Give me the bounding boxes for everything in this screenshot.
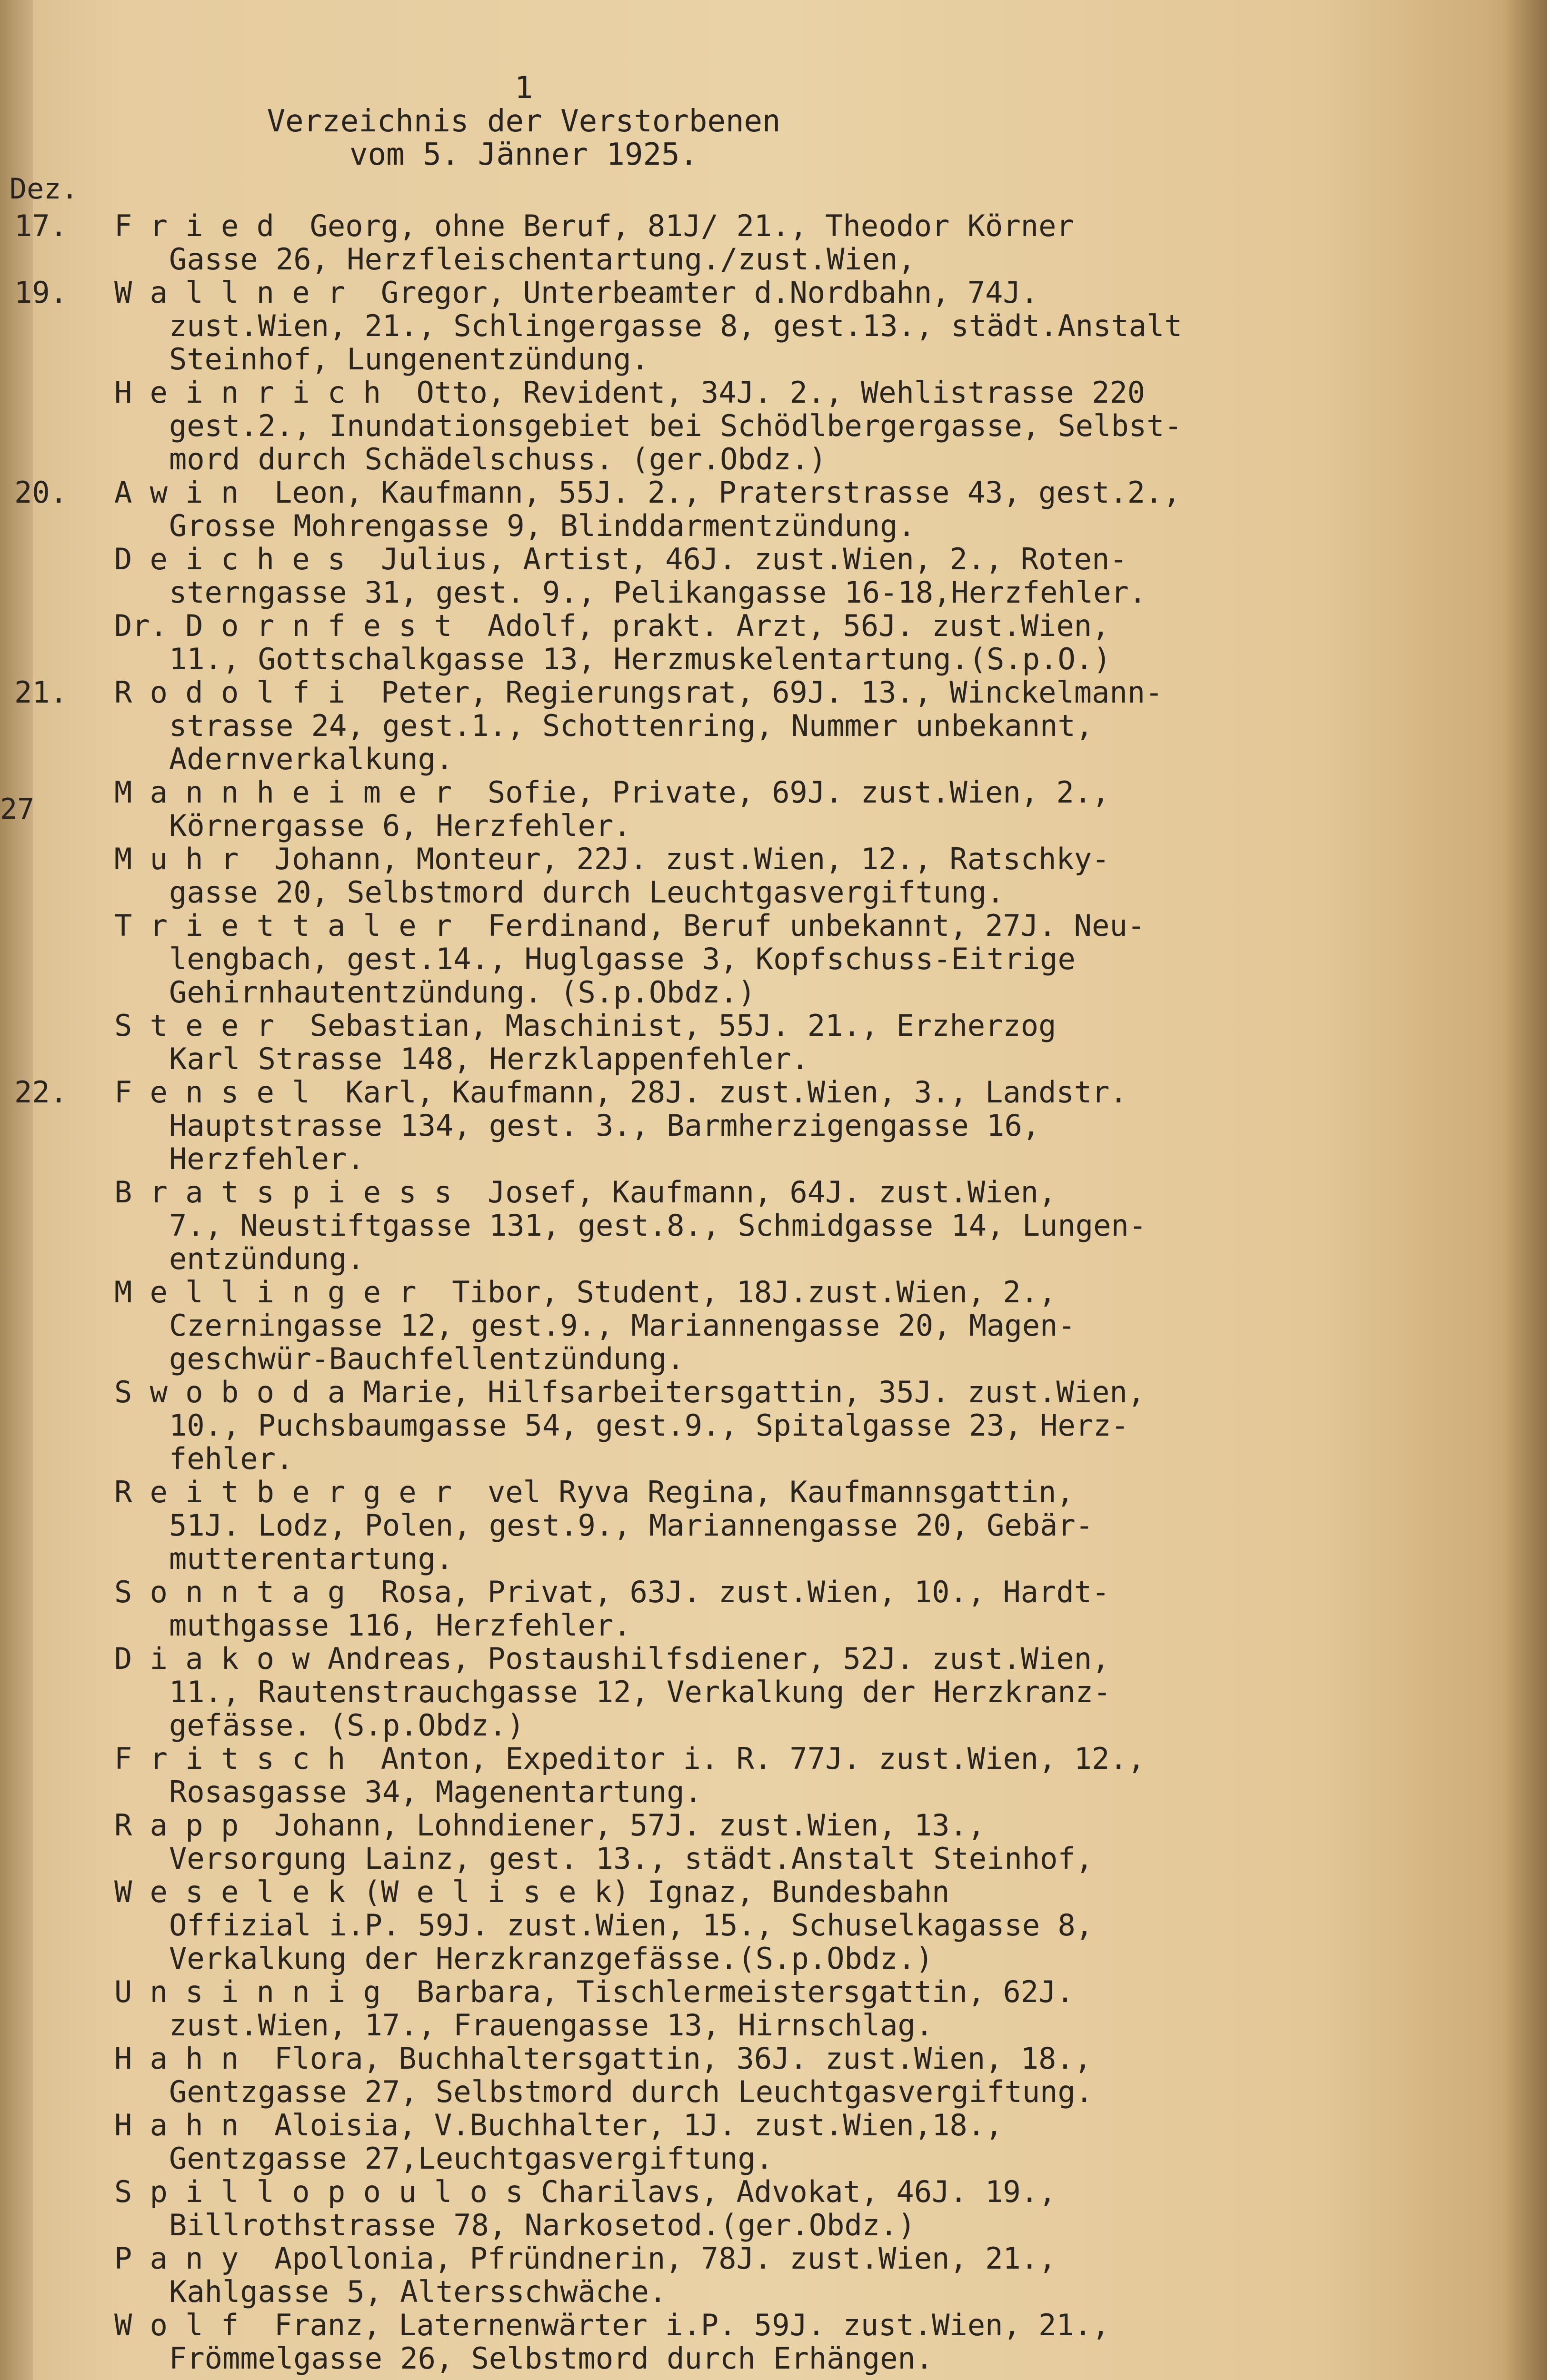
entry-continuation-line: Gentzgasse 27,Leuchtgasvergiftung. bbox=[169, 2141, 774, 2176]
entry-day: 22. bbox=[14, 1075, 68, 1110]
entry-first-line: A w i n Leon, Kaufmann, 55J. 2., Praterstrasse 43, gest.2., bbox=[114, 475, 1181, 510]
entry-continuation-line: Frömmelgasse 26, Selbstmord durch Erhängen. bbox=[169, 2341, 934, 2376]
entry-continuation-line: Gasse 26, Herzfleischentartung./zust.Wien, bbox=[169, 242, 916, 277]
register-entry bbox=[14, 1276, 1424, 1376]
entry-day: 20. bbox=[14, 475, 68, 510]
register-entry bbox=[14, 909, 1424, 1009]
register-entry bbox=[14, 1009, 1424, 1076]
entry-day: 17. bbox=[14, 208, 68, 243]
entry-continuation-line: Gentzgasse 27, Selbstmord durch Leuchtgasvergiftung. bbox=[169, 2074, 1094, 2109]
entry-continuation-line: strasse 24, gest.1., Schottenring, Nummer unbekannt, bbox=[169, 708, 1094, 743]
entry-continuation-line: zust.Wien, 21., Schlingergasse 8, gest.13., städt.Anstalt bbox=[169, 308, 1182, 343]
register-entry bbox=[14, 2175, 1424, 2242]
register-entry bbox=[14, 276, 1424, 376]
entry-first-line: W o l f Franz, Laternenwärter i.P. 59J. zust.Wien, 21., bbox=[114, 2308, 1110, 2342]
entry-continuation-line: Offizial i.P. 59J. zust.Wien, 15., Schuselkagasse 8, bbox=[169, 1908, 1094, 1943]
entry-continuation-line: lengbach, gest.14., Huglgasse 3, Kopfschuss-Eitrige bbox=[169, 942, 1076, 976]
register-entry bbox=[14, 2242, 1424, 2309]
register-entry bbox=[14, 1809, 1424, 1875]
entry-continuation-line: fehler. bbox=[169, 1441, 294, 1476]
entry-continuation-line: Steinhof, Lungenentzündung. bbox=[169, 342, 649, 377]
entry-first-line: M a n n h e i m e r Sofie, Private, 69J. zust.Wien, 2., bbox=[114, 775, 1110, 810]
entry-continuation-line: Körnergasse 6, Herzfehler. bbox=[169, 808, 631, 843]
register-entry bbox=[14, 1476, 1424, 1576]
register-entry bbox=[14, 609, 1424, 676]
register-entry bbox=[14, 1642, 1424, 1742]
register-entry bbox=[14, 376, 1424, 476]
death-register-list bbox=[14, 209, 1424, 2375]
entry-first-line: R o d o l f i Peter, Regierungsrat, 69J. 13., Winckelmann- bbox=[114, 675, 1163, 710]
entry-first-line: F r i e d Georg, ohne Beruf, 81J/ 21., Theodor Körner bbox=[114, 208, 1074, 243]
entry-first-line: S t e e r Sebastian, Maschinist, 55J. 21., Erzherzog bbox=[114, 1008, 1057, 1043]
entry-continuation-line: Hauptstrasse 134, gest. 3., Barmherzigengasse 16, bbox=[169, 1108, 1040, 1143]
entry-first-line: T r i e t t a l e r Ferdinand, Beruf unbekannt, 27J. Neu- bbox=[114, 908, 1145, 943]
register-entry bbox=[14, 2042, 1424, 2109]
entry-continuation-line: mutterentartung. bbox=[169, 1541, 454, 1576]
entry-first-line: H a h n Aloisia, V.Buchhalter, 1J. zust.Wien,18., bbox=[114, 2108, 1003, 2142]
entry-continuation-line: sterngasse 31, gest. 9., Pelikangasse 16-18,Herzfehler. bbox=[169, 575, 1147, 610]
entry-first-line: S w o b o d a Marie, Hilfsarbeitersgattin, 35J. zust.Wien, bbox=[114, 1375, 1145, 1409]
register-entry bbox=[14, 1176, 1424, 1276]
document-header bbox=[0, 71, 1048, 171]
entry-continuation-line: gest.2., Inundationsgebiet bei Schödlbergergasse, Selbst- bbox=[169, 408, 1182, 443]
entry-continuation-line: Kahlgasse 5, Altersschwäche. bbox=[169, 2274, 667, 2309]
entry-first-line: F r i t s c h Anton, Expeditor i. R. 77J. zust.Wien, 12., bbox=[114, 1741, 1145, 1776]
entry-continuation-line: Czerningasse 12, gest.9., Mariannengasse 20, Magen- bbox=[169, 1308, 1076, 1343]
register-entry bbox=[14, 1076, 1424, 1176]
entry-first-line: W a l l n e r Gregor, Unterbeamter d.Nordbahn, 74J. bbox=[114, 275, 1039, 310]
entry-continuation-line: Grosse Mohrengasse 9, Blinddarmentzündung. bbox=[169, 508, 916, 543]
register-entry bbox=[14, 1376, 1424, 1476]
entry-first-line: R a p p Johann, Lohndiener, 57J. zust.Wien, 13., bbox=[114, 1808, 986, 1843]
entry-continuation-line: mord durch Schädelschuss. (ger.Obdz.) bbox=[169, 442, 827, 476]
entry-continuation-line: gefässe. (S.p.Obdz.) bbox=[169, 1708, 525, 1743]
entry-continuation-line: Billrothstrasse 78, Narkosetod.(ger.Obdz.) bbox=[169, 2208, 916, 2242]
document-date: vom 5. Jänner 1925. bbox=[349, 137, 699, 172]
entry-first-line: D i a k o w Andreas, Postaushilfsdiener, 52J. zust.Wien, bbox=[114, 1641, 1110, 1676]
entry-first-line: D e i c h e s Julius, Artist, 46J. zust.Wien, 2., Roten- bbox=[114, 542, 1128, 576]
register-entry bbox=[14, 1875, 1424, 1975]
register-entry bbox=[14, 1975, 1424, 2042]
entry-continuation-line: 7., Neustiftgasse 131, gest.8., Schmidgasse 14, Lungen- bbox=[169, 1208, 1147, 1243]
register-entry bbox=[14, 476, 1424, 543]
entry-first-line: P a n y Apollonia, Pfründnerin, 78J. zust.Wien, 21., bbox=[114, 2241, 1057, 2276]
entry-continuation-line: geschwür-Bauchfellentzündung. bbox=[169, 1341, 685, 1376]
register-entry bbox=[14, 1576, 1424, 1642]
entry-first-line: B r a t s p i e s s Josef, Kaufmann, 64J. zust.Wien, bbox=[114, 1175, 1057, 1210]
entry-first-line: F e n s e l Karl, Kaufmann, 28J. zust.Wien, 3., Landstr. bbox=[114, 1075, 1128, 1110]
register-entry bbox=[14, 2309, 1424, 2375]
entry-continuation-line: Verkalkung der Herzkranzgefässe.(S.p.Obdz.) bbox=[169, 1941, 934, 1976]
register-entry bbox=[14, 2109, 1424, 2175]
entry-continuation-line: 10., Puchsbaumgasse 54, gest.9., Spitalgasse 23, Herz- bbox=[169, 1408, 1129, 1443]
entry-first-line: S o n n t a g Rosa, Privat, 63J. zust.Wien, 10., Hardt- bbox=[114, 1575, 1110, 1609]
entry-first-line: W e s e l e k (W e l i s e k) Ignaz, Bundesbahn bbox=[114, 1874, 950, 1909]
register-entry bbox=[14, 209, 1424, 276]
entry-day: 19. bbox=[14, 275, 68, 310]
entry-continuation-line: Rosasgasse 34, Magenentartung. bbox=[169, 1775, 702, 1809]
entry-continuation-line: Karl Strasse 148, Herzklappenfehler. bbox=[169, 1041, 809, 1076]
entry-continuation-line: 11., Gottschalkgasse 13, Herzmuskelentartung.(S.p.O.) bbox=[169, 642, 1111, 676]
entry-first-line: M e l l i n g e r Tibor, Student, 18J.zust.Wien, 2., bbox=[114, 1275, 1057, 1309]
margin-note: 27 bbox=[0, 793, 35, 826]
entry-first-line: M u h r Johann, Monteur, 22J. zust.Wien, 12., Ratschky- bbox=[114, 842, 1110, 876]
register-entry bbox=[14, 543, 1424, 609]
register-entry bbox=[14, 776, 1424, 843]
page-edge-shadow bbox=[1504, 0, 1547, 2380]
entry-continuation-line: 11., Rautenstrauchgasse 12, Verkalkung der Herzkranz- bbox=[169, 1675, 1111, 1709]
entry-first-line: U n s i n n i g Barbara, Tischlermeistersgattin, 62J. bbox=[114, 1974, 1074, 2009]
page-number: 1 bbox=[514, 70, 533, 106]
register-entry bbox=[14, 1742, 1424, 1809]
entry-continuation-line: Adernverkalkung. bbox=[169, 742, 454, 776]
entry-continuation-line: gasse 20, Selbstmord durch Leuchtgasvergiftung. bbox=[169, 875, 1005, 910]
document-title: Verzeichnis der Verstorbenen bbox=[267, 104, 781, 139]
entry-continuation-line: muthgasse 116, Herzfehler. bbox=[169, 1608, 631, 1643]
register-entry bbox=[14, 843, 1424, 909]
entry-continuation-line: Herzfehler. bbox=[169, 1141, 365, 1176]
entry-day: 21. bbox=[14, 675, 68, 710]
entry-first-line: H a h n Flora, Buchhaltersgattin, 36J. zust.Wien, 18., bbox=[114, 2041, 1092, 2076]
entry-first-line: H e i n r i c h Otto, Revident, 34J. 2., Wehlistrasse 220 bbox=[114, 375, 1145, 410]
entry-continuation-line: 51J. Lodz, Polen, gest.9., Mariannengasse 20, Gebär- bbox=[169, 1508, 1094, 1543]
entry-first-line: R e i t b e r g e r vel Ryva Regina, Kaufmannsgattin, bbox=[114, 1475, 1074, 1509]
entry-continuation-line: Gehirnhautentzündung. (S.p.Obdz.) bbox=[169, 975, 756, 1010]
entry-continuation-line: zust.Wien, 17., Frauengasse 13, Hirnschlag. bbox=[169, 2008, 934, 2043]
month-label: Dez. bbox=[10, 172, 79, 206]
entry-continuation-line: entzündung. bbox=[169, 1241, 365, 1276]
entry-continuation-line: Versorgung Lainz, gest. 13., städt.Anstalt Steinhof, bbox=[169, 1841, 1094, 1876]
entry-first-line: S p i l l o p o u l o s Charilavs, Advokat, 46J. 19., bbox=[114, 2174, 1057, 2209]
register-entry bbox=[14, 676, 1424, 776]
entry-first-line: Dr. D o r n f e s t Adolf, prakt. Arzt, 56J. zust.Wien, bbox=[114, 608, 1110, 643]
